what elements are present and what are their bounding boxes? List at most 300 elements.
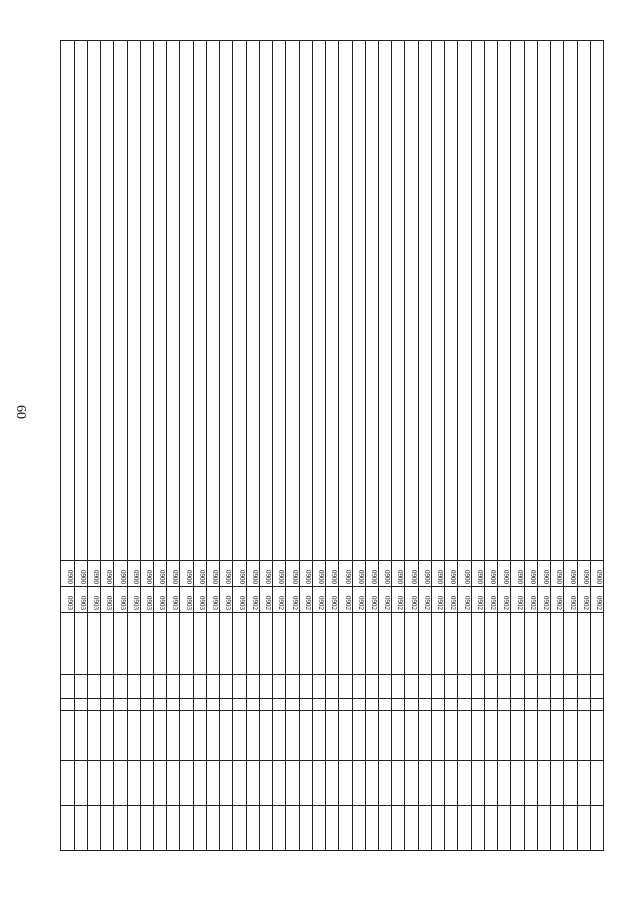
table-cell-expense-type xyxy=(286,675,299,699)
table-cell-target-code xyxy=(61,613,75,675)
table-cell-value-3 xyxy=(74,806,87,851)
table-cell-code-a: 0900 xyxy=(590,561,603,587)
table-cell-name xyxy=(167,41,180,561)
table-cell-code-b: 0903 xyxy=(167,587,180,613)
table-cell-value-2 xyxy=(193,761,206,806)
table-cell-name xyxy=(551,41,564,561)
table-row xyxy=(74,41,87,851)
table-cell-flag xyxy=(233,699,246,711)
table-cell-flag xyxy=(498,699,511,711)
table-cell-value-2 xyxy=(127,761,140,806)
table-row xyxy=(577,41,590,851)
table-cell-value-2 xyxy=(74,761,87,806)
table-cell-value-1 xyxy=(101,711,114,761)
table-cell-value-2 xyxy=(392,761,405,806)
table-cell-value-3 xyxy=(484,806,497,851)
table-cell-code-b: 0902 xyxy=(286,587,299,613)
table-cell-target-code xyxy=(259,613,272,675)
table-cell-flag xyxy=(431,699,444,711)
table-cell-value-3 xyxy=(511,806,524,851)
table-cell-name xyxy=(392,41,405,561)
table-row xyxy=(114,41,127,851)
table-cell-expense-type xyxy=(206,675,219,699)
table-cell-code-a: 0900 xyxy=(498,561,511,587)
table-cell-code-b: 0903 xyxy=(87,587,100,613)
table-cell-value-1 xyxy=(246,711,259,761)
table-cell-code-b: 0902 xyxy=(498,587,511,613)
table-cell-value-1 xyxy=(537,711,550,761)
table-cell-code-b: 0902 xyxy=(431,587,444,613)
table-cell-target-code xyxy=(445,613,458,675)
table-cell-name xyxy=(537,41,550,561)
table-row xyxy=(127,41,140,851)
table-cell-value-3 xyxy=(167,806,180,851)
table-cell-name xyxy=(114,41,127,561)
table-cell-expense-type xyxy=(392,675,405,699)
table-cell-flag xyxy=(511,699,524,711)
table-row xyxy=(180,41,193,851)
table-cell-code-a: 0900 xyxy=(484,561,497,587)
table-cell-code-b: 0902 xyxy=(511,587,524,613)
table-cell-value-3 xyxy=(471,806,484,851)
table-cell-name xyxy=(312,41,325,561)
table-cell-value-1 xyxy=(154,711,167,761)
table-cell-value-1 xyxy=(127,711,140,761)
table-cell-name xyxy=(180,41,193,561)
table-cell-value-3 xyxy=(326,806,339,851)
table-row xyxy=(193,41,206,851)
table-cell-value-1 xyxy=(405,711,418,761)
table-cell-expense-type xyxy=(127,675,140,699)
table-cell-flag xyxy=(405,699,418,711)
page-number: 60 xyxy=(13,405,28,419)
table-cell-value-2 xyxy=(379,761,392,806)
table-cell-name xyxy=(418,41,431,561)
table-cell-code-a: 0900 xyxy=(154,561,167,587)
table-cell-value-1 xyxy=(418,711,431,761)
table-cell-target-code xyxy=(524,613,537,675)
table-cell-code-a: 0900 xyxy=(101,561,114,587)
table-cell-code-a: 0900 xyxy=(405,561,418,587)
table-cell-code-b: 0902 xyxy=(352,587,365,613)
table-cell-value-1 xyxy=(220,711,233,761)
table-cell-value-3 xyxy=(140,806,153,851)
table-cell-target-code xyxy=(167,613,180,675)
table-cell-value-2 xyxy=(114,761,127,806)
table-cell-value-1 xyxy=(352,711,365,761)
table-cell-name xyxy=(87,41,100,561)
table-cell-code-b: 0903 xyxy=(193,587,206,613)
table-cell-expense-type xyxy=(101,675,114,699)
table-cell-target-code xyxy=(312,613,325,675)
table-cell-target-code xyxy=(471,613,484,675)
table-cell-value-2 xyxy=(445,761,458,806)
table-cell-flag xyxy=(220,699,233,711)
table-cell-expense-type xyxy=(259,675,272,699)
table-cell-target-code xyxy=(127,613,140,675)
table-cell-target-code xyxy=(498,613,511,675)
table-cell-target-code xyxy=(352,613,365,675)
table-cell-code-b: 0903 xyxy=(206,587,219,613)
table-cell-name xyxy=(458,41,471,561)
table-cell-code-a: 0900 xyxy=(114,561,127,587)
table-cell-flag xyxy=(418,699,431,711)
table-cell-code-a: 0900 xyxy=(339,561,352,587)
table-cell-expense-type xyxy=(61,675,75,699)
table-cell-value-3 xyxy=(299,806,312,851)
table-cell-value-2 xyxy=(167,761,180,806)
table-cell-name xyxy=(405,41,418,561)
table-cell-code-a: 0900 xyxy=(365,561,378,587)
table-cell-code-a: 0900 xyxy=(537,561,550,587)
table-cell-value-1 xyxy=(74,711,87,761)
table-cell-flag xyxy=(577,699,590,711)
table-cell-value-2 xyxy=(87,761,100,806)
table-cell-target-code xyxy=(511,613,524,675)
table-cell-value-2 xyxy=(551,761,564,806)
table-cell-expense-type xyxy=(74,675,87,699)
table-cell-expense-type xyxy=(352,675,365,699)
table-cell-value-2 xyxy=(326,761,339,806)
table-cell-value-3 xyxy=(259,806,272,851)
table-cell-value-1 xyxy=(445,711,458,761)
table-cell-value-1 xyxy=(206,711,219,761)
table-cell-value-1 xyxy=(392,711,405,761)
table-row xyxy=(101,41,114,851)
table-row xyxy=(154,41,167,851)
table-cell-expense-type xyxy=(577,675,590,699)
table-cell-flag xyxy=(312,699,325,711)
table-cell-value-1 xyxy=(140,711,153,761)
table-cell-value-3 xyxy=(405,806,418,851)
table-cell-value-3 xyxy=(154,806,167,851)
table-cell-code-a: 0900 xyxy=(206,561,219,587)
table-cell-flag xyxy=(193,699,206,711)
table-cell-code-a: 0900 xyxy=(286,561,299,587)
table-cell-target-code xyxy=(233,613,246,675)
table-cell-value-2 xyxy=(61,761,75,806)
table-cell-value-3 xyxy=(180,806,193,851)
table-cell-target-code xyxy=(564,613,577,675)
table-cell-expense-type xyxy=(87,675,100,699)
table-cell-flag xyxy=(246,699,259,711)
table-cell-name xyxy=(220,41,233,561)
table-cell-expense-type xyxy=(273,675,286,699)
table-cell-value-1 xyxy=(339,711,352,761)
table-row xyxy=(140,41,153,851)
table-cell-target-code xyxy=(87,613,100,675)
table-cell-name xyxy=(259,41,272,561)
table-cell-name xyxy=(484,41,497,561)
table-cell-value-3 xyxy=(114,806,127,851)
table-cell-target-code xyxy=(286,613,299,675)
table-cell-expense-type xyxy=(484,675,497,699)
table-row xyxy=(61,41,75,851)
table-row xyxy=(484,41,497,851)
table-cell-expense-type xyxy=(511,675,524,699)
table-cell-expense-type xyxy=(590,675,603,699)
table-cell-value-1 xyxy=(379,711,392,761)
table-cell-value-2 xyxy=(220,761,233,806)
table-cell-value-2 xyxy=(524,761,537,806)
table-cell-flag xyxy=(458,699,471,711)
table-cell-code-a: 0900 xyxy=(193,561,206,587)
table-cell-flag xyxy=(445,699,458,711)
table-cell-value-2 xyxy=(140,761,153,806)
table-cell-target-code xyxy=(299,613,312,675)
table-cell-flag xyxy=(484,699,497,711)
table-row xyxy=(524,41,537,851)
table-cell-code-a: 0900 xyxy=(551,561,564,587)
table-cell-code-b: 0902 xyxy=(246,587,259,613)
table-cell-value-3 xyxy=(87,806,100,851)
table-cell-name xyxy=(206,41,219,561)
table-cell-value-3 xyxy=(564,806,577,851)
table-cell-target-code xyxy=(74,613,87,675)
table-cell-value-1 xyxy=(498,711,511,761)
table-cell-expense-type xyxy=(471,675,484,699)
table-cell-value-1 xyxy=(564,711,577,761)
table-cell-value-3 xyxy=(392,806,405,851)
table-cell-target-code xyxy=(537,613,550,675)
table-cell-expense-type xyxy=(537,675,550,699)
table-cell-code-b: 0902 xyxy=(273,587,286,613)
table-cell-code-a: 0900 xyxy=(326,561,339,587)
table-cell-code-a: 0900 xyxy=(259,561,272,587)
table-row xyxy=(418,41,431,851)
table-cell-target-code xyxy=(220,613,233,675)
table-cell-value-2 xyxy=(590,761,603,806)
table-cell-value-3 xyxy=(286,806,299,851)
table-cell-flag xyxy=(101,699,114,711)
table-cell-value-2 xyxy=(154,761,167,806)
table-cell-code-a: 0900 xyxy=(233,561,246,587)
table-cell-code-a: 0900 xyxy=(445,561,458,587)
table-row xyxy=(273,41,286,851)
table-row xyxy=(233,41,246,851)
table-cell-value-2 xyxy=(286,761,299,806)
table-cell-code-a: 0900 xyxy=(312,561,325,587)
table-row xyxy=(445,41,458,851)
table-cell-code-b: 0903 xyxy=(61,587,75,613)
table-cell-code-b: 0902 xyxy=(577,587,590,613)
table-row xyxy=(537,41,550,851)
table-cell-value-3 xyxy=(418,806,431,851)
table-cell-value-2 xyxy=(299,761,312,806)
table-cell-value-2 xyxy=(405,761,418,806)
table-cell-value-1 xyxy=(61,711,75,761)
table-cell-target-code xyxy=(326,613,339,675)
table-cell-expense-type xyxy=(220,675,233,699)
table-cell-value-2 xyxy=(312,761,325,806)
table-cell-flag xyxy=(180,699,193,711)
table-cell-code-a: 0900 xyxy=(458,561,471,587)
table-cell-target-code xyxy=(193,613,206,675)
table-cell-name xyxy=(246,41,259,561)
table-cell-expense-type xyxy=(551,675,564,699)
table-cell-code-a: 0900 xyxy=(379,561,392,587)
table-cell-code-b: 0902 xyxy=(339,587,352,613)
table-cell-target-code xyxy=(339,613,352,675)
table-cell-name xyxy=(61,41,75,561)
table-cell-flag xyxy=(590,699,603,711)
table-row xyxy=(564,41,577,851)
table-cell-value-1 xyxy=(431,711,444,761)
table-cell-code-b: 0902 xyxy=(326,587,339,613)
table-cell-expense-type xyxy=(193,675,206,699)
table-cell-target-code xyxy=(101,613,114,675)
table-cell-code-b: 0902 xyxy=(259,587,272,613)
table-cell-target-code xyxy=(551,613,564,675)
table-cell-value-2 xyxy=(233,761,246,806)
table-cell-value-3 xyxy=(379,806,392,851)
table-cell-expense-type xyxy=(167,675,180,699)
table-row xyxy=(352,41,365,851)
table-cell-name xyxy=(286,41,299,561)
table-cell-target-code xyxy=(154,613,167,675)
table-cell-target-code xyxy=(246,613,259,675)
table-cell-expense-type xyxy=(564,675,577,699)
table-cell-code-a: 0900 xyxy=(524,561,537,587)
table-cell-code-a: 0900 xyxy=(273,561,286,587)
table-cell-code-b: 0902 xyxy=(537,587,550,613)
table-cell-value-2 xyxy=(259,761,272,806)
table-row xyxy=(498,41,511,851)
table-cell-expense-type xyxy=(458,675,471,699)
table-cell-value-2 xyxy=(564,761,577,806)
table-cell-code-b: 0903 xyxy=(74,587,87,613)
table-cell-value-3 xyxy=(127,806,140,851)
table-cell-value-3 xyxy=(206,806,219,851)
table-cell-expense-type xyxy=(154,675,167,699)
table-row xyxy=(379,41,392,851)
table-cell-expense-type xyxy=(114,675,127,699)
table-row xyxy=(259,41,272,851)
table-cell-target-code xyxy=(484,613,497,675)
table-cell-value-1 xyxy=(458,711,471,761)
table-cell-flag xyxy=(524,699,537,711)
table-cell-value-2 xyxy=(511,761,524,806)
table-cell-value-2 xyxy=(180,761,193,806)
table-cell-value-1 xyxy=(312,711,325,761)
table-cell-code-a: 0900 xyxy=(127,561,140,587)
table-row xyxy=(339,41,352,851)
table-cell-code-b: 0902 xyxy=(524,587,537,613)
table-cell-value-3 xyxy=(577,806,590,851)
table-cell-target-code xyxy=(392,613,405,675)
table-row xyxy=(511,41,524,851)
table-cell-code-b: 0902 xyxy=(458,587,471,613)
table-cell-value-1 xyxy=(87,711,100,761)
table-cell-value-3 xyxy=(590,806,603,851)
table-cell-value-1 xyxy=(180,711,193,761)
table-cell-name xyxy=(498,41,511,561)
table-cell-flag xyxy=(326,699,339,711)
table-row xyxy=(551,41,564,851)
table-cell-value-2 xyxy=(498,761,511,806)
table-cell-name xyxy=(471,41,484,561)
table-cell-flag xyxy=(273,699,286,711)
table-cell-name xyxy=(339,41,352,561)
table-cell-target-code xyxy=(458,613,471,675)
table-cell-name xyxy=(352,41,365,561)
table-cell-value-1 xyxy=(365,711,378,761)
table-cell-code-b: 0902 xyxy=(445,587,458,613)
table-cell-value-1 xyxy=(233,711,246,761)
table-cell-flag xyxy=(167,699,180,711)
table-cell-value-3 xyxy=(233,806,246,851)
table-cell-target-code xyxy=(577,613,590,675)
table-cell-flag xyxy=(74,699,87,711)
table-row xyxy=(458,41,471,851)
table-cell-code-a: 0900 xyxy=(511,561,524,587)
table-cell-value-1 xyxy=(299,711,312,761)
table-cell-expense-type xyxy=(140,675,153,699)
table-cell-flag xyxy=(537,699,550,711)
table-cell-value-3 xyxy=(431,806,444,851)
table-cell-flag xyxy=(352,699,365,711)
table-cell-expense-type xyxy=(339,675,352,699)
table-cell-value-2 xyxy=(537,761,550,806)
table-row xyxy=(220,41,233,851)
table-cell-value-1 xyxy=(484,711,497,761)
table-cell-expense-type xyxy=(405,675,418,699)
table-cell-code-b: 0902 xyxy=(471,587,484,613)
table-row xyxy=(299,41,312,851)
table-cell-code-a: 0900 xyxy=(140,561,153,587)
table-cell-value-2 xyxy=(471,761,484,806)
table-cell-value-3 xyxy=(193,806,206,851)
table-cell-code-b: 0902 xyxy=(484,587,497,613)
table-cell-value-2 xyxy=(246,761,259,806)
table-cell-code-b: 0902 xyxy=(551,587,564,613)
table-cell-flag xyxy=(114,699,127,711)
table-cell-value-3 xyxy=(352,806,365,851)
table-cell-value-2 xyxy=(273,761,286,806)
table-cell-value-1 xyxy=(326,711,339,761)
table-cell-name xyxy=(154,41,167,561)
table-cell-target-code xyxy=(418,613,431,675)
table-cell-code-a: 0900 xyxy=(74,561,87,587)
table-cell-flag xyxy=(154,699,167,711)
table-cell-value-1 xyxy=(524,711,537,761)
table-cell-value-2 xyxy=(339,761,352,806)
table-row xyxy=(431,41,444,851)
table-cell-value-2 xyxy=(352,761,365,806)
table-cell-expense-type xyxy=(180,675,193,699)
table-cell-value-3 xyxy=(273,806,286,851)
table-cell-target-code xyxy=(114,613,127,675)
table-cell-name xyxy=(431,41,444,561)
table-cell-name xyxy=(193,41,206,561)
table-cell-flag xyxy=(61,699,75,711)
table-cell-code-a: 0900 xyxy=(577,561,590,587)
table-row xyxy=(312,41,325,851)
table-cell-expense-type xyxy=(418,675,431,699)
table-cell-code-b: 0902 xyxy=(379,587,392,613)
table-cell-value-3 xyxy=(101,806,114,851)
table-cell-value-1 xyxy=(471,711,484,761)
table-cell-name xyxy=(564,41,577,561)
table-row xyxy=(392,41,405,851)
table-row xyxy=(246,41,259,851)
table-cell-name xyxy=(326,41,339,561)
table-cell-name xyxy=(365,41,378,561)
table-cell-name xyxy=(511,41,524,561)
table-cell-target-code xyxy=(405,613,418,675)
table-cell-flag xyxy=(551,699,564,711)
table-cell-target-code xyxy=(379,613,392,675)
